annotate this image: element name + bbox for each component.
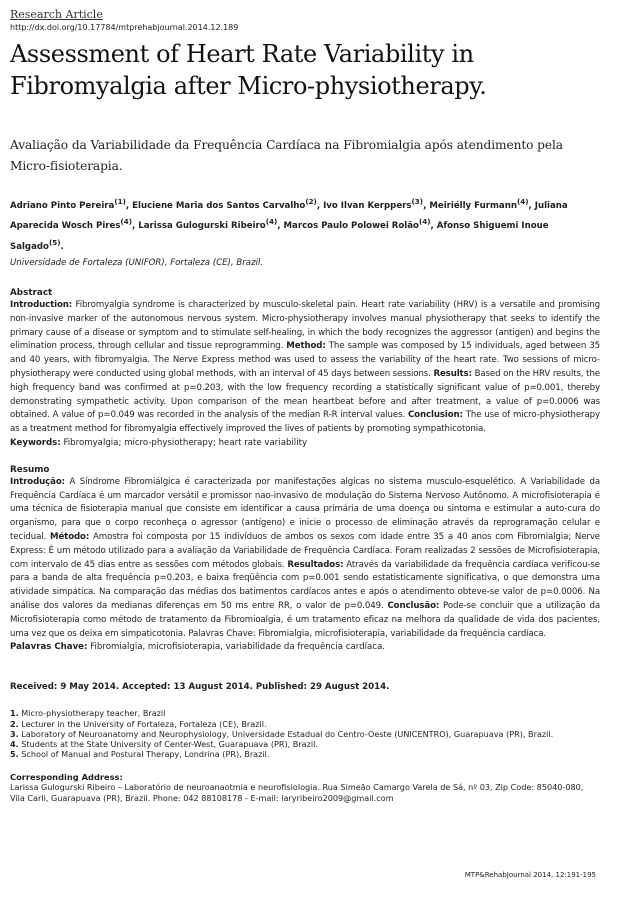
author-affil-ref: (5) bbox=[48, 237, 61, 247]
affiliation-notes bbox=[10, 708, 600, 759]
author-affil-ref: (2) bbox=[305, 197, 317, 206]
affiliation-note bbox=[10, 749, 600, 759]
keywords bbox=[10, 437, 600, 451]
note-text: Lecturer in the University of Fortaleza, Fortaleza (CE), Brazil. bbox=[18, 718, 267, 729]
resumo-intro-label: Introdução: bbox=[10, 476, 65, 487]
author-affil-ref: (4) bbox=[265, 217, 278, 227]
abstract-body bbox=[10, 299, 600, 437]
abstract-intro-label: Introduction: bbox=[10, 300, 73, 311]
resumo-conclusion-text: Pode-se concluir que a utilização da Microfisioterapia como método de tratamento da Fibromioalgia, é um tratamento eficaz na melhora da qualidade de vida dos pacientes, uma vez que os deixa em simpaticotonia. Palavras Chave: Fibromialgia, microfisioterapia, variabilidade da frequência cardíaca. bbox=[10, 601, 600, 639]
abstract-conclusion-text: The use of micro-physiotherapy as a treatment method for fibromyalgia effectively improved the lives of patients by promoting sympathicotonia. bbox=[10, 410, 600, 435]
article-subtitle: Avaliação da Variabilidade da Frequência Cardíaca na Fibromialgia após atendimento pela Micro-fisioterapia. bbox=[10, 138, 563, 173]
note-number: 5. bbox=[10, 749, 19, 760]
note-text: Micro-physiotherapy teacher, Brazil bbox=[18, 708, 166, 719]
note-number: 3. bbox=[10, 728, 19, 739]
author-affil-ref: (1) bbox=[114, 197, 126, 206]
author-name: Afonso Shiguemi Inoue Salgado bbox=[10, 221, 549, 252]
author-affil-ref: (3) bbox=[411, 197, 424, 206]
affiliation: Universidade de Fortaleza (UNIFOR), Fortaleza (CE), Brazil. bbox=[10, 258, 264, 269]
author-name: Ivo Ilvan Kerppers bbox=[323, 200, 412, 211]
doi-link[interactable]: http://dx.doi.org/10.17784/mtprehabjournal.2014.12.189 bbox=[10, 23, 239, 32]
resumo-method-text: Amostra foi composta por 15 indivíduos de ambos os sexos com idade entre 35 a 40 anos com Fibromialgia; Nerve Express: É um método utilizado para a avaliação da Variabilidade de Frequência Cardíaca. Foram realizadas 2 sessões de Microfisioterapia, com intervalo de 45 dias entre as sessões com métodos globais. bbox=[10, 532, 600, 570]
abstract-method-text: The sample was composed by 15 individuals, aged between 35 and 40 years, with fibromyalgia. The Nerve Express method was used to assess the variability of the heart rate. Two sessions of micro-physiotherapy were conducted using global methods, with an interval of 45 days between sessions. bbox=[10, 341, 601, 380]
resumo-conclusion-label: Conclusão: bbox=[387, 601, 440, 612]
author-name: Adriano Pinto Pereira bbox=[10, 200, 115, 211]
author-list: Adriano Pinto Pereira$^{(1)}$, Eluciene Maria dos Santos Carvalho$^{(2)}$, Ivo Ilvan Kerppers$^{(3)}$, Meiriélly Furmann$^{(4)}$, Juliana Aparecida Wosch Pires$^{(4)}$, Larissa Gulogurski Ribeiro$^{(4)}$, Marcos Paulo Polowei Rolão$^{(4)}$, Afonso Shiguemi Inoue Salgado$^{(5)}$. bbox=[10, 197, 568, 252]
resumo-results-text: Através da variabilidade da frequência cardíaca verificou-se para a banda de alta frequência p=0.203, e baixa freqüência com p=0.001 sendo estatisticamente significativa, o que demonstra uma atividade simpática. Na comparação das médias dos batimentos cardíacos antes e após o atendimento obteve-se valor de p=0.0006. Na análise dos valores da medianas diferenças em 50 ms entre RR, o valor de p=0.049. bbox=[10, 559, 600, 612]
resumo-heading: Resumo bbox=[10, 464, 50, 475]
article-type-label: Research Article bbox=[10, 8, 103, 21]
note-text: Students at the State University of Center-West, Guarapuava (PR), Brazil. bbox=[18, 739, 318, 750]
correspondence-heading: Corresponding Address: bbox=[10, 771, 123, 782]
note-number: 4. bbox=[10, 739, 19, 750]
article-page bbox=[10, 8, 600, 803]
resumo-method-label: Método: bbox=[50, 532, 90, 543]
note-number: 2. bbox=[10, 718, 19, 729]
author-name: Marcos Paulo Polowei Rolão bbox=[283, 221, 419, 232]
note-number: 1. bbox=[10, 708, 19, 719]
note-text: School of Manual and Postural Therapy, Londrina (PR), Brazil. bbox=[18, 749, 270, 760]
palavras-chave-label: Palavras Chave: bbox=[10, 642, 88, 653]
resumo-results-label: Resultados: bbox=[287, 559, 344, 570]
author-affil-ref: (4) bbox=[516, 197, 529, 206]
affiliation-note bbox=[10, 719, 600, 729]
keywords-label: Keywords: bbox=[10, 438, 61, 449]
author-affil-ref: (4) bbox=[418, 217, 431, 227]
palavras-chave-text: Fibromialgia, microfisioterapia, variabilidade da frequência cardíaca. bbox=[87, 642, 385, 653]
affiliation-note bbox=[10, 739, 600, 749]
correspondence-text: Larissa Gulogurski Ribeiro – Laboratório de neuroanaotmia e neurofisiologia. Rua Simeão Camargo Varela de Sá, nº 03, Zip Code: 85040-080, Vila Carli, Guarapuava (PR), Brazil. Phone: 042 88108178 - E-mail: laryribeiro2009@gmail.com bbox=[10, 782, 584, 803]
palavras-chave bbox=[10, 641, 600, 655]
author-affil-ref: (4) bbox=[120, 217, 133, 227]
author-name: Larissa Gulogurski Ribeiro bbox=[138, 221, 266, 232]
resumo-intro-text: A Síndrome Fibromiálgica é caracterizada por manifestações algicas no sistema musculo-esquelético. A Variabilidade da Frequência Cardíaca é um marcador versátil e promissor nao-invasivo de modulação do Sistema Nervoso Autônomo. A microfisioterapia é uma técnica de fisioterapia manual que consiste em identificar a causa primária de uma doença ou sintoma e estimular a auto-cura do organismo, para que o corpo reconheça o agressor (antígeno) e inicie o processo de eliminação através da reprogramação celular e tecidual. bbox=[10, 476, 600, 543]
abstract-results-text: Based on the HRV results, the high frequency band was confirmed at p=0.203, with the low frequency recording a statistically significant value of p=0.001, thereby demonstrating sympathetic activity. Upon comparison of the mean heartbeat before and after treatment, a value of p=0.0006 was obtained. A value of p=0.049 was recorded in the analysis of the median R-R interval values. bbox=[10, 369, 600, 421]
affiliation-note bbox=[10, 708, 600, 718]
abstract-intro-text: Fibromyalgia syndrome is characterized by musculo-skeletal pain. Heart rate variability (HRV) is a versatile and promising non-invasive marker of the autonomous nervous system. Micro-physiotherapy involves manual physiotherapy that seeks to identify the primary cause of a disease or symptom and to stimulate self-healing, in which the body recognizes the aggressor (antigen) and begins the elimination process, through cellular and tissue reprogramming. bbox=[10, 300, 600, 352]
author-name: Juliana Aparecida Wosch Pires bbox=[10, 200, 568, 232]
abstract-conclusion-label: Conclusion: bbox=[407, 410, 463, 421]
abstract-heading: Abstract bbox=[10, 288, 53, 299]
keywords-text: Fibromyalgia; micro-physiotherapy; heart rate variability bbox=[60, 438, 308, 449]
author-name: Meiriélly Furmann bbox=[429, 200, 517, 211]
article-title: Assessment of Heart Rate Variability in Fibromyalgia after Micro-physiotherapy. bbox=[10, 40, 487, 100]
abstract-results-label: Results: bbox=[433, 369, 472, 380]
author-name: Eluciene Maria dos Santos Carvalho bbox=[132, 200, 306, 211]
publication-dates: Received: 9 May 2014. Accepted: 13 August 2014. Published: 29 August 2014. bbox=[10, 682, 390, 693]
affiliation-note bbox=[10, 729, 600, 739]
journal-footer: MTP&RehabJournal 2014, 12:191-195 bbox=[464, 871, 596, 879]
note-text: Laboratory of Neuroanatomy and Neurophysiology, Universidade Estadual do Centro-Oeste (UNICENTRO), Guarapuava (PR), Brazil. bbox=[18, 728, 554, 739]
resumo-body bbox=[10, 476, 600, 642]
abstract-method-label: Method: bbox=[286, 341, 326, 352]
